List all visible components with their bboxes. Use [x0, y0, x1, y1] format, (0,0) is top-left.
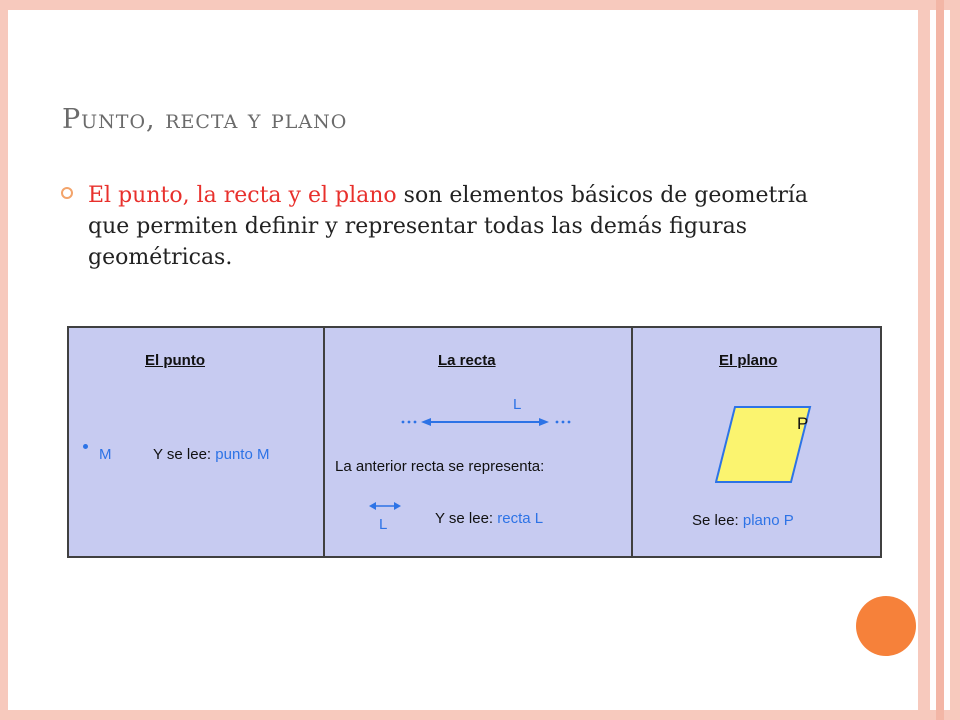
- slide-frame-right-stripe: [918, 0, 930, 720]
- point-label: M: [99, 446, 112, 463]
- slide-frame-top: [0, 0, 960, 10]
- plano-reading-value: plano P: [742, 512, 794, 529]
- slide-frame-right-stripe: [950, 0, 960, 720]
- punto-title: El punto: [145, 352, 205, 369]
- figure-divider: [323, 328, 325, 556]
- punto-reading: [153, 446, 269, 463]
- recta-reading: [435, 510, 543, 527]
- line-label: L: [513, 396, 522, 413]
- bullet-text: [88, 180, 828, 273]
- line-symbol-label: L: [379, 516, 388, 533]
- punto-reading-prefix: Y se lee:: [153, 446, 216, 463]
- figure-divider: [631, 328, 633, 556]
- slide-title: Punto, recta y plano: [62, 104, 348, 135]
- recta-reading-prefix: Y se lee:: [435, 510, 498, 527]
- plano-title: El plano: [719, 352, 778, 369]
- recta-statement: La anterior recta se representa:: [335, 458, 545, 475]
- slide-frame-bottom: [0, 710, 960, 720]
- bullet-highlight: El punto, la recta y el plano: [88, 183, 397, 208]
- point-dot-icon: [83, 444, 88, 449]
- plane-label: P: [797, 414, 809, 433]
- plano-reading: [692, 512, 794, 529]
- slide-frame-left: [0, 0, 8, 720]
- slide-frame-right-stripe: [936, 0, 944, 720]
- geometry-figure: [67, 326, 882, 558]
- plano-reading-prefix: Se lee:: [692, 512, 743, 529]
- decorative-circle: [856, 596, 916, 656]
- line-arrow-icon: [399, 414, 574, 430]
- punto-reading-value: punto M: [215, 446, 270, 463]
- line-symbol-icon: [367, 500, 403, 512]
- bullet-circle-icon: [61, 187, 73, 199]
- recta-title: La recta: [438, 352, 496, 369]
- bullet-rest: son elementos básicos de geometría que permiten definir y representar todas las demás figuras geométricas.: [88, 183, 809, 270]
- recta-reading-value: recta L: [497, 510, 544, 527]
